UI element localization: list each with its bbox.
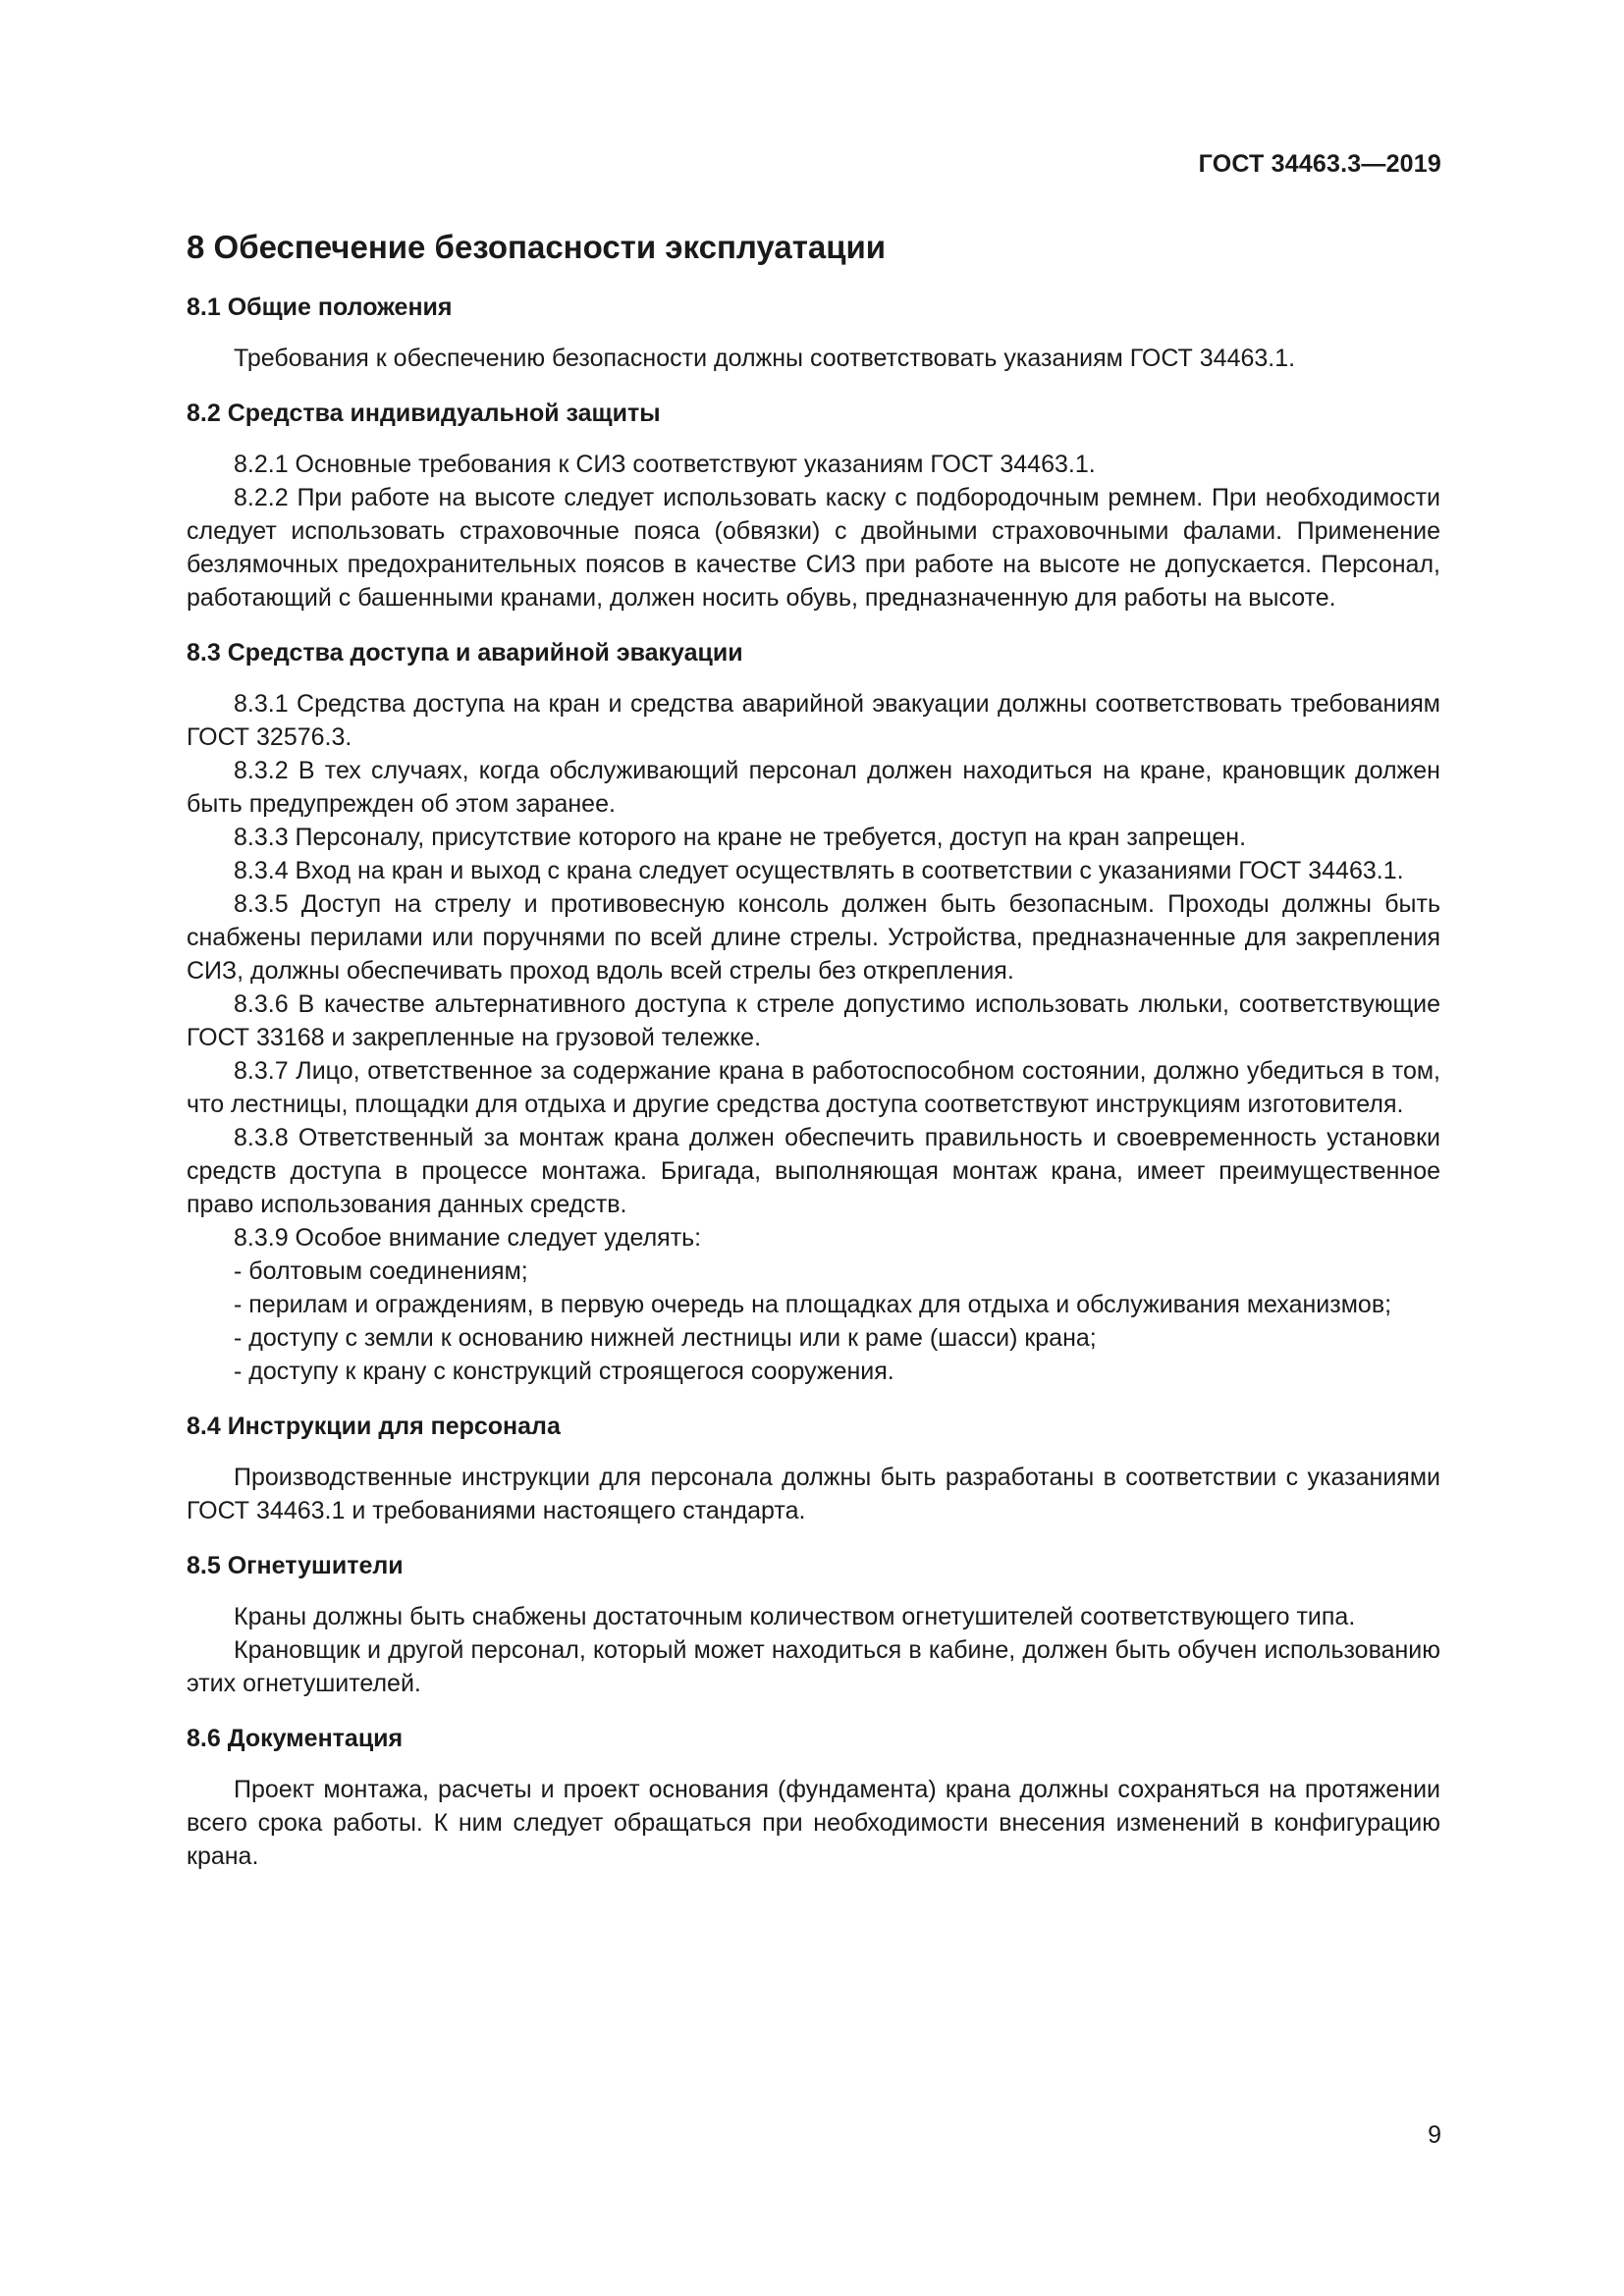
section-title-8-5: 8.5 Огнетушители bbox=[187, 1552, 404, 1579]
paragraph-8-5-2: Крановщик и другой персонал, который может находиться в кабине, должен быть обучен использованию этих огнетушителей. bbox=[187, 1636, 1440, 1697]
section-title-8-1: 8.1 Общие положения bbox=[187, 294, 453, 321]
paragraph-8-3-1: 8.3.1 Средства доступа на кран и средства аварийной эвакуации должны соответствовать требованиям ГОСТ 32576.3. bbox=[187, 690, 1440, 751]
attention-list bbox=[187, 1255, 1440, 1388]
paragraph-8-4: Производственные инструкции для персонала должны быть разработаны в соответствии с указаниями ГОСТ 34463.1 и требованиями настоящего стандарта. bbox=[187, 1464, 1440, 1524]
list-item: - перилам и ограждениям, в первую очередь на площадках для отдыха и обслуживания механизмов; bbox=[234, 1291, 1392, 1318]
paragraph-8-3-7: 8.3.7 Лицо, ответственное за содержание крана в работоспособном состоянии, должно убедиться в том, что лестницы, площадки для отдыха и другие средства доступа соответствуют инструкциям изготовителя. bbox=[187, 1057, 1440, 1118]
section-title-8-2: 8.2 Средства индивидуальной защиты bbox=[187, 400, 661, 427]
paragraph-8-3-2: 8.3.2 В тех случаях, когда обслуживающий персонал должен находиться на кране, крановщик должен быть предупрежден об этом заранее. bbox=[187, 757, 1440, 818]
section-title-8-6: 8.6 Документация bbox=[187, 1725, 404, 1752]
paragraph-8-3-9: 8.3.9 Особое внимание следует уделять: bbox=[234, 1224, 702, 1252]
list-item: - доступу к крану с конструкций строящегося сооружения. bbox=[234, 1358, 894, 1385]
paragraph-8-3-3: 8.3.3 Персоналу, присутствие которого на кране не требуется, доступ на кран запрещен. bbox=[234, 824, 1247, 851]
paragraph-8-3-4: 8.3.4 Вход на кран и выход с крана следует осуществлять в соответствии с указаниями ГОСТ 34463.1. bbox=[234, 857, 1404, 884]
paragraph-8-3-5: 8.3.5 Доступ на стрелу и противовесную консоль должен быть безопасным. Проходы должны быть снабжены перилами или поручнями по всей длине стрелы. Устройства, предназначенные для закрепления СИЗ, должны обеспечивать проход вдоль всей стрелы без открепления. bbox=[187, 890, 1440, 985]
document-code-header: ГОСТ 34463.3—2019 bbox=[1198, 150, 1441, 178]
chapter-title: 8 Обеспечение безопасности эксплуатации bbox=[187, 229, 887, 265]
paragraph-8-3-8: 8.3.8 Ответственный за монтаж крана должен обеспечить правильность и своевременность установки средств доступа в процессе монтажа. Бригада, выполняющая монтаж крана, имеет преимущественное право использования данных средств. bbox=[187, 1124, 1440, 1218]
page-number: 9 bbox=[1428, 2121, 1441, 2149]
section-title-8-3: 8.3 Средства доступа и аварийной эвакуации bbox=[187, 639, 743, 667]
paragraph-8-2-1: 8.2.1 Основные требования к СИЗ соответствуют указаниям ГОСТ 34463.1. bbox=[234, 451, 1096, 478]
paragraph-8-1: Требования к обеспечению безопасности должны соответствовать указаниям ГОСТ 34463.1. bbox=[234, 345, 1296, 372]
section-title-8-4: 8.4 Инструкции для персонала bbox=[187, 1413, 561, 1440]
list-item: - болтовым соединениям; bbox=[234, 1257, 528, 1285]
paragraph-8-2-2: 8.2.2 При работе на высоте следует использовать каску с подбородочным ремнем. При необходимости следует использовать страховочные пояса (обвязки) с двойными страховочными фалами. Применение безлямочных предохранительных поясов в качестве СИЗ при работе на высоте не допускается. Персонал, работающий с башенными кранами, должен носить обувь, предназначенную для работы на высоте. bbox=[187, 484, 1440, 612]
paragraph-8-5-1: Краны должны быть снабжены достаточным количеством огнетушителей соответствующего типа. bbox=[234, 1603, 1356, 1630]
paragraph-8-3-6: 8.3.6 В качестве альтернативного доступа к стреле допустимо использовать люльки, соответствующие ГОСТ 33168 и закрепленные на грузовой тележке. bbox=[187, 990, 1440, 1051]
page-content bbox=[187, 228, 1440, 1873]
list-item: - доступу с земли к основанию нижней лестницы или к раме (шасси) крана; bbox=[234, 1324, 1097, 1352]
paragraph-8-6: Проект монтажа, расчеты и проект основания (фундамента) крана должны сохраняться на протяжении всего срока работы. К ним следует обращаться при необходимости внесения изменений в конфигурацию крана. bbox=[187, 1776, 1440, 1870]
